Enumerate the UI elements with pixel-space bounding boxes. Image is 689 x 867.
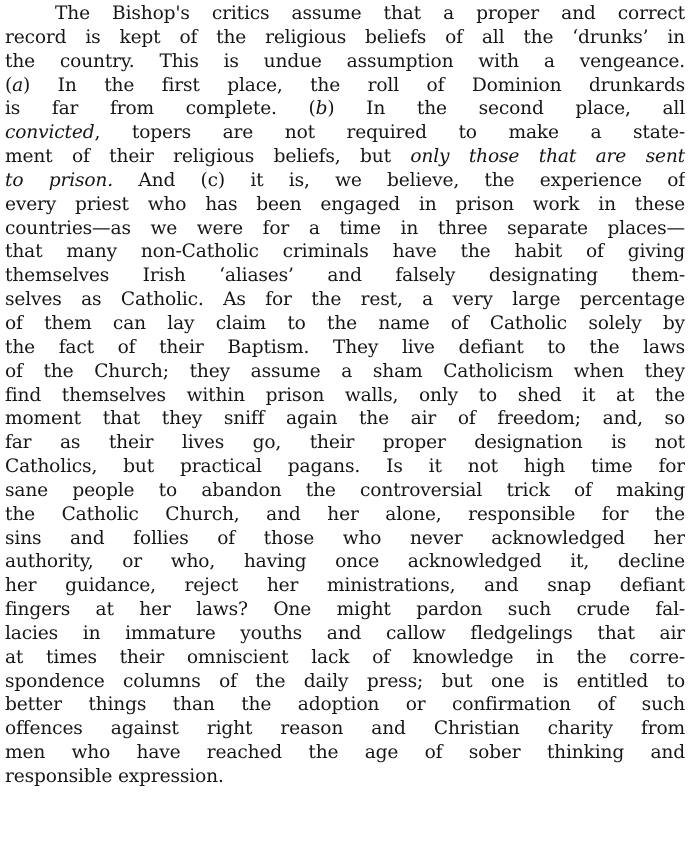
italic-text: b (315, 98, 328, 120)
text-line (5, 360, 685, 384)
text-line (5, 574, 685, 598)
text-segment: themselves Irish ‘aliases’ and falsely designating them- (5, 265, 685, 287)
text-line (5, 670, 685, 694)
text-line (5, 646, 685, 670)
text-segment: authority, or who, having once acknowledged it, decline (5, 551, 685, 573)
text-line (5, 384, 685, 408)
text-line (5, 2, 685, 26)
text-segment: And (c) it is, we believe, the experience of (113, 169, 685, 191)
text-segment: the fact of their Baptism. They live defiant to the laws (5, 336, 685, 358)
text-line (5, 97, 685, 121)
text-line (5, 240, 685, 264)
text-segment: ) In the first place, the roll of Dominion drunkards (23, 74, 685, 96)
text-segment: spondence columns of the daily press; but one is entitled to (5, 670, 685, 692)
text-line (5, 598, 685, 622)
text-segment: moment that they sniff again the air of freedom; and, so (5, 408, 685, 430)
text-line (5, 74, 685, 98)
text-line (5, 26, 685, 50)
text-segment: sane people to abandon the controversial trick of making (5, 479, 685, 501)
text-line (5, 121, 685, 145)
text-segment: find themselves within prison walls, only to shed it at the (5, 384, 685, 406)
text-segment: the Catholic Church, and her alone, responsible for the (5, 503, 685, 525)
paragraph (5, 2, 685, 789)
text-line (5, 312, 685, 336)
text-segment: record is kept of the religious beliefs of all the ‘drunks’ in (5, 26, 685, 48)
italic-text: a (12, 74, 24, 96)
text-line (5, 169, 685, 193)
text-segment: countries—as we were for a time in three separate places— (5, 217, 685, 239)
text-segment: selves as Catholic. As for the rest, a very large percentage (5, 289, 685, 311)
text-segment: sins and follies of those who never acknowledged her (5, 527, 685, 549)
text-segment: the country. This is undue assumption with a vengeance. (5, 50, 685, 72)
text-line (5, 717, 685, 741)
text-segment: better things than the adoption or confirmation of such (5, 694, 685, 716)
text-segment: men who have reached the age of sober thinking and (5, 742, 685, 764)
text-line (5, 550, 685, 574)
italic-text: convicted (5, 122, 95, 144)
text-segment: ment of their religious beliefs, but (5, 146, 411, 168)
text-segment: of the Church; they assume a sham Catholicism when they (5, 360, 685, 382)
text-segment: offences against right reason and Christian charity from (5, 718, 685, 740)
text-segment: The Bishop's critics assume that a proper and correct (55, 3, 685, 24)
text-line (5, 145, 685, 169)
text-segment: lacies in immature youths and callow fledgelings that air (5, 622, 685, 644)
text-segment: her guidance, reject her ministrations, and snap defiant (5, 575, 685, 597)
text-segment: of them can lay claim to the name of Catholic solely by (5, 312, 685, 334)
text-line (5, 431, 685, 455)
text-line (5, 407, 685, 431)
text-segment: is far from complete. ( (5, 98, 316, 120)
text-line (5, 503, 685, 527)
text-segment: Catholics, but practical pagans. Is it not high time for (5, 456, 685, 478)
text-line (5, 193, 685, 217)
text-segment: that many non-Catholic criminals have the habit of giving (5, 241, 685, 263)
text-line (5, 455, 685, 479)
text-line (5, 264, 685, 288)
text-line (5, 693, 685, 717)
text-line (5, 741, 685, 765)
text-segment: fingers at her laws? One might pardon such crude fal- (5, 599, 685, 621)
text-line (5, 336, 685, 360)
text-segment: every priest who has been engaged in prison work in these (5, 193, 685, 215)
text-line (5, 288, 685, 312)
italic-text: only those that are sent (410, 146, 685, 168)
text-segment: far as their lives go, their proper designation is not (5, 432, 685, 454)
text-segment: at times their omniscient lack of knowledge in the corre- (5, 646, 685, 668)
text-segment: ( (5, 74, 13, 96)
text-line (5, 765, 685, 789)
text-line (5, 622, 685, 646)
text-line (5, 217, 685, 241)
text-line (5, 50, 685, 74)
text-segment: ) In the second place, all (327, 98, 685, 120)
text-segment: responsible expression. (5, 766, 224, 787)
text-line (5, 479, 685, 503)
text-line (5, 527, 685, 551)
italic-text: to prison. (5, 169, 114, 191)
text-segment: , topers are not required to make a state- (94, 122, 685, 144)
